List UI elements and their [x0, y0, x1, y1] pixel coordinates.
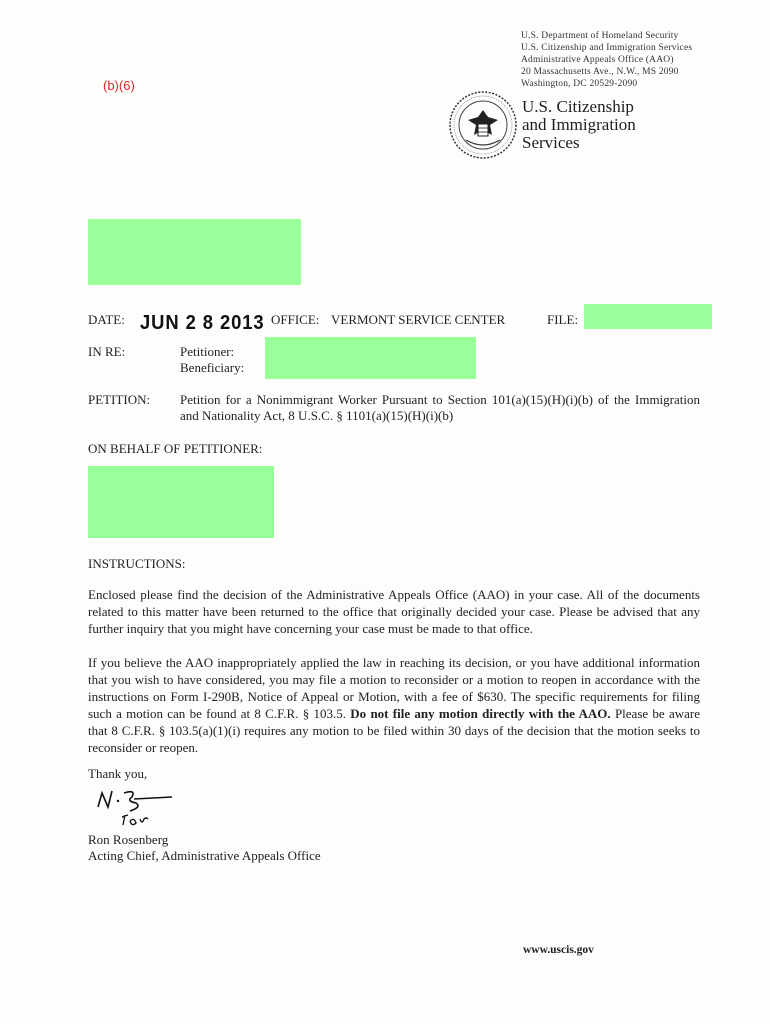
instructions-heading: INSTRUCTIONS:: [88, 556, 186, 571]
agency-address: [521, 30, 692, 90]
paragraph-text: Please be aware that 8 C.F.R. § 103.5(a)(1)(i) requires any motion to be filed within 30 days of the decision that the motion seeks to reconsider or reopen.: [88, 706, 700, 755]
redacted-file-number: [584, 304, 712, 329]
closing-thanks: Thank you,: [88, 766, 148, 781]
wordmark-line: U.S. Citizenship: [522, 97, 634, 116]
date-label: DATE:: [88, 312, 125, 327]
on-behalf-label: ON BEHALF OF PETITIONER:: [88, 441, 263, 456]
date-stamp: JUN 2 8 2013: [140, 312, 265, 334]
paragraph-text: If you believe the AAO inappropriately applied the law in reaching its decision, or you have additional information that you wish to have considered, you may file a motion to reconsider or a motion to reopen in accordance with the instructions on Form I-290B, Notice of Appeal or Motion, with a fee of $630. The specific requirements for filing such a motion can be found at 8 C.F.R. § 103.5.: [88, 655, 700, 721]
handwritten-signature: [92, 785, 182, 835]
redacted-representative: [88, 466, 274, 538]
file-label: FILE:: [547, 312, 579, 327]
footer-url: www.uscis.gov: [523, 944, 594, 956]
beneficiary-label: Beneficiary:: [180, 360, 245, 375]
redacted-address-block: [88, 219, 301, 285]
address-line: Washington, DC 20529-2090: [521, 79, 638, 89]
wordmark-line: and Immigration: [522, 115, 636, 134]
address-line: Administrative Appeals Office (AAO): [521, 55, 674, 65]
signer-name: Ron Rosenberg: [88, 832, 169, 847]
office-label: OFFICE:: [271, 312, 320, 327]
address-line: U.S. Citizenship and Immigration Services: [521, 43, 693, 53]
petition-description: Petition for a Nonimmigrant Worker Pursuant to Section 101(a)(15)(H)(i)(b) of the Immigration and Nationality Act, 8 U.S.C. § 1101(a)(15)(H)(i)(b): [180, 392, 700, 423]
petitioner-label: Petitioner:: [180, 344, 235, 359]
dhs-seal-logo: [448, 90, 518, 160]
address-line: 20 Massachusetts Ave., N.W., MS 2090: [521, 67, 679, 77]
uscis-wordmark: [522, 98, 636, 152]
motion-warning: Do not file any motion directly with the AAO.: [350, 706, 611, 721]
office-value: VERMONT SERVICE CENTER: [331, 312, 506, 327]
instructions-paragraph-1: Enclosed please find the decision of the Administrative Appeals Office (AAO) in your case. All of the documents related to this matter have been returned to the office that originally decided your case. Please be advised that any further inquiry that you might have concerning your case must be made to that office.: [88, 587, 700, 636]
petition-label: PETITION:: [88, 392, 151, 407]
instructions-paragraph-2: [88, 654, 700, 756]
address-line: U.S. Department of Homeland Security: [521, 31, 679, 41]
wordmark-line: Services: [522, 133, 580, 152]
in-re-label: IN RE:: [88, 344, 126, 359]
redacted-party-names: [265, 337, 476, 379]
signer-title: Acting Chief, Administrative Appeals Office: [88, 848, 321, 863]
redaction-code: (b)(6): [103, 78, 135, 93]
